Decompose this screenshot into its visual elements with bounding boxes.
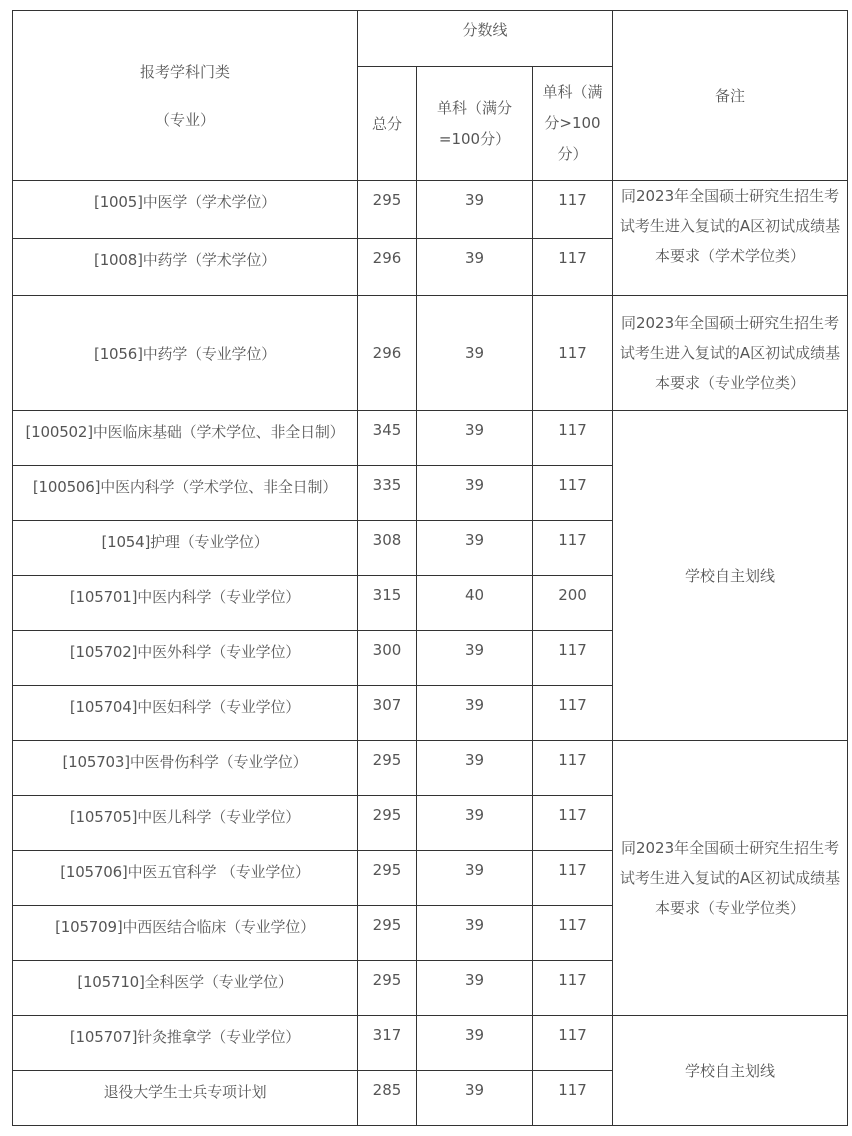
header-single-100: 单科（满分=100分）	[417, 67, 533, 181]
total-cell: 295	[358, 741, 417, 796]
single-100-cell: 39	[417, 796, 533, 851]
single-100-cell: 39	[417, 631, 533, 686]
total-cell: 295	[358, 181, 417, 239]
subject-cell: [105707]针灸推拿学（专业学位）	[13, 1016, 358, 1071]
single-100-cell: 39	[417, 181, 533, 239]
subject-cell: [1008]中药学（学术学位）	[13, 239, 358, 296]
single-100-cell: 39	[417, 906, 533, 961]
total-cell: 307	[358, 686, 417, 741]
total-cell: 296	[358, 296, 417, 411]
header-row-1	[13, 11, 848, 67]
table-row	[13, 181, 848, 239]
single-gt100-cell: 117	[533, 686, 613, 741]
single-gt100-cell: 117	[533, 1016, 613, 1071]
single-gt100-cell: 117	[533, 741, 613, 796]
subject-cell: [100502]中医临床基础（学术学位、非全日制）	[13, 411, 358, 466]
total-cell: 300	[358, 631, 417, 686]
single-100-cell: 39	[417, 686, 533, 741]
total-cell: 296	[358, 239, 417, 296]
subject-cell: [105701]中医内科学（专业学位）	[13, 576, 358, 631]
remark-cell: 同2023年全国硕士研究生招生考试考生进入复试的A区初试成绩基本要求（专业学位类）	[613, 741, 848, 1016]
remark-cell: 学校自主划线	[613, 411, 848, 741]
subject-cell: [100506]中医内科学（学术学位、非全日制）	[13, 466, 358, 521]
total-cell: 335	[358, 466, 417, 521]
subject-cell: [105705]中医儿科学（专业学位）	[13, 796, 358, 851]
single-gt100-cell: 117	[533, 961, 613, 1016]
total-cell: 295	[358, 796, 417, 851]
single-100-cell: 39	[417, 741, 533, 796]
single-gt100-cell: 117	[533, 181, 613, 239]
single-100-cell: 39	[417, 521, 533, 576]
single-gt100-cell: 200	[533, 576, 613, 631]
subject-cell: 退役大学生士兵专项计划	[13, 1071, 358, 1126]
table-row	[13, 741, 848, 796]
total-cell: 315	[358, 576, 417, 631]
single-gt100-cell: 117	[533, 521, 613, 576]
remark-cell: 同2023年全国硕士研究生招生考试考生进入复试的A区初试成绩基本要求（学术学位类）	[613, 181, 848, 296]
single-gt100-cell: 117	[533, 631, 613, 686]
header-remark: 备注	[613, 11, 848, 181]
total-cell: 317	[358, 1016, 417, 1071]
single-100-cell: 39	[417, 851, 533, 906]
total-cell: 295	[358, 906, 417, 961]
single-gt100-cell: 117	[533, 296, 613, 411]
table-row	[13, 296, 848, 411]
total-cell: 308	[358, 521, 417, 576]
single-100-cell: 40	[417, 576, 533, 631]
table-row	[13, 1016, 848, 1071]
total-cell: 295	[358, 851, 417, 906]
header-single-gt100: 单科（满分>100分）	[533, 67, 613, 181]
score-table	[12, 10, 848, 1126]
subject-cell: [1054]护理（专业学位）	[13, 521, 358, 576]
single-100-cell: 39	[417, 296, 533, 411]
single-gt100-cell: 117	[533, 411, 613, 466]
single-100-cell: 39	[417, 239, 533, 296]
single-100-cell: 39	[417, 1016, 533, 1071]
table-row	[13, 411, 848, 466]
single-100-cell: 39	[417, 411, 533, 466]
subject-cell: [105704]中医妇科学（专业学位）	[13, 686, 358, 741]
remark-cell: 同2023年全国硕士研究生招生考试考生进入复试的A区初试成绩基本要求（专业学位类）	[613, 296, 848, 411]
subject-cell: [105702]中医外科学（专业学位）	[13, 631, 358, 686]
header-subject-note: （专业）	[154, 110, 215, 129]
subject-cell: [1005]中医学（学术学位）	[13, 181, 358, 239]
single-100-cell: 39	[417, 961, 533, 1016]
subject-cell: [105710]全科医学（专业学位）	[13, 961, 358, 1016]
header-score-line: 分数线	[358, 11, 613, 67]
header-total: 总分	[358, 67, 417, 181]
single-gt100-cell: 117	[533, 466, 613, 521]
header-subject-category: 报考学科门类	[139, 62, 230, 81]
total-cell: 295	[358, 961, 417, 1016]
remark-cell: 学校自主划线	[613, 1016, 848, 1126]
single-100-cell: 39	[417, 466, 533, 521]
subject-cell: [105703]中医骨伤科学（专业学位）	[13, 741, 358, 796]
subject-cell: [105706]中医五官科学 （专业学位）	[13, 851, 358, 906]
subject-cell: [105709]中西医结合临床（专业学位）	[13, 906, 358, 961]
single-gt100-cell: 117	[533, 1071, 613, 1126]
single-gt100-cell: 117	[533, 796, 613, 851]
single-gt100-cell: 117	[533, 851, 613, 906]
single-100-cell: 39	[417, 1071, 533, 1126]
subject-cell: [1056]中药学（专业学位）	[13, 296, 358, 411]
header-subject	[13, 11, 358, 181]
single-gt100-cell: 117	[533, 239, 613, 296]
total-cell: 345	[358, 411, 417, 466]
total-cell: 285	[358, 1071, 417, 1126]
single-gt100-cell: 117	[533, 906, 613, 961]
